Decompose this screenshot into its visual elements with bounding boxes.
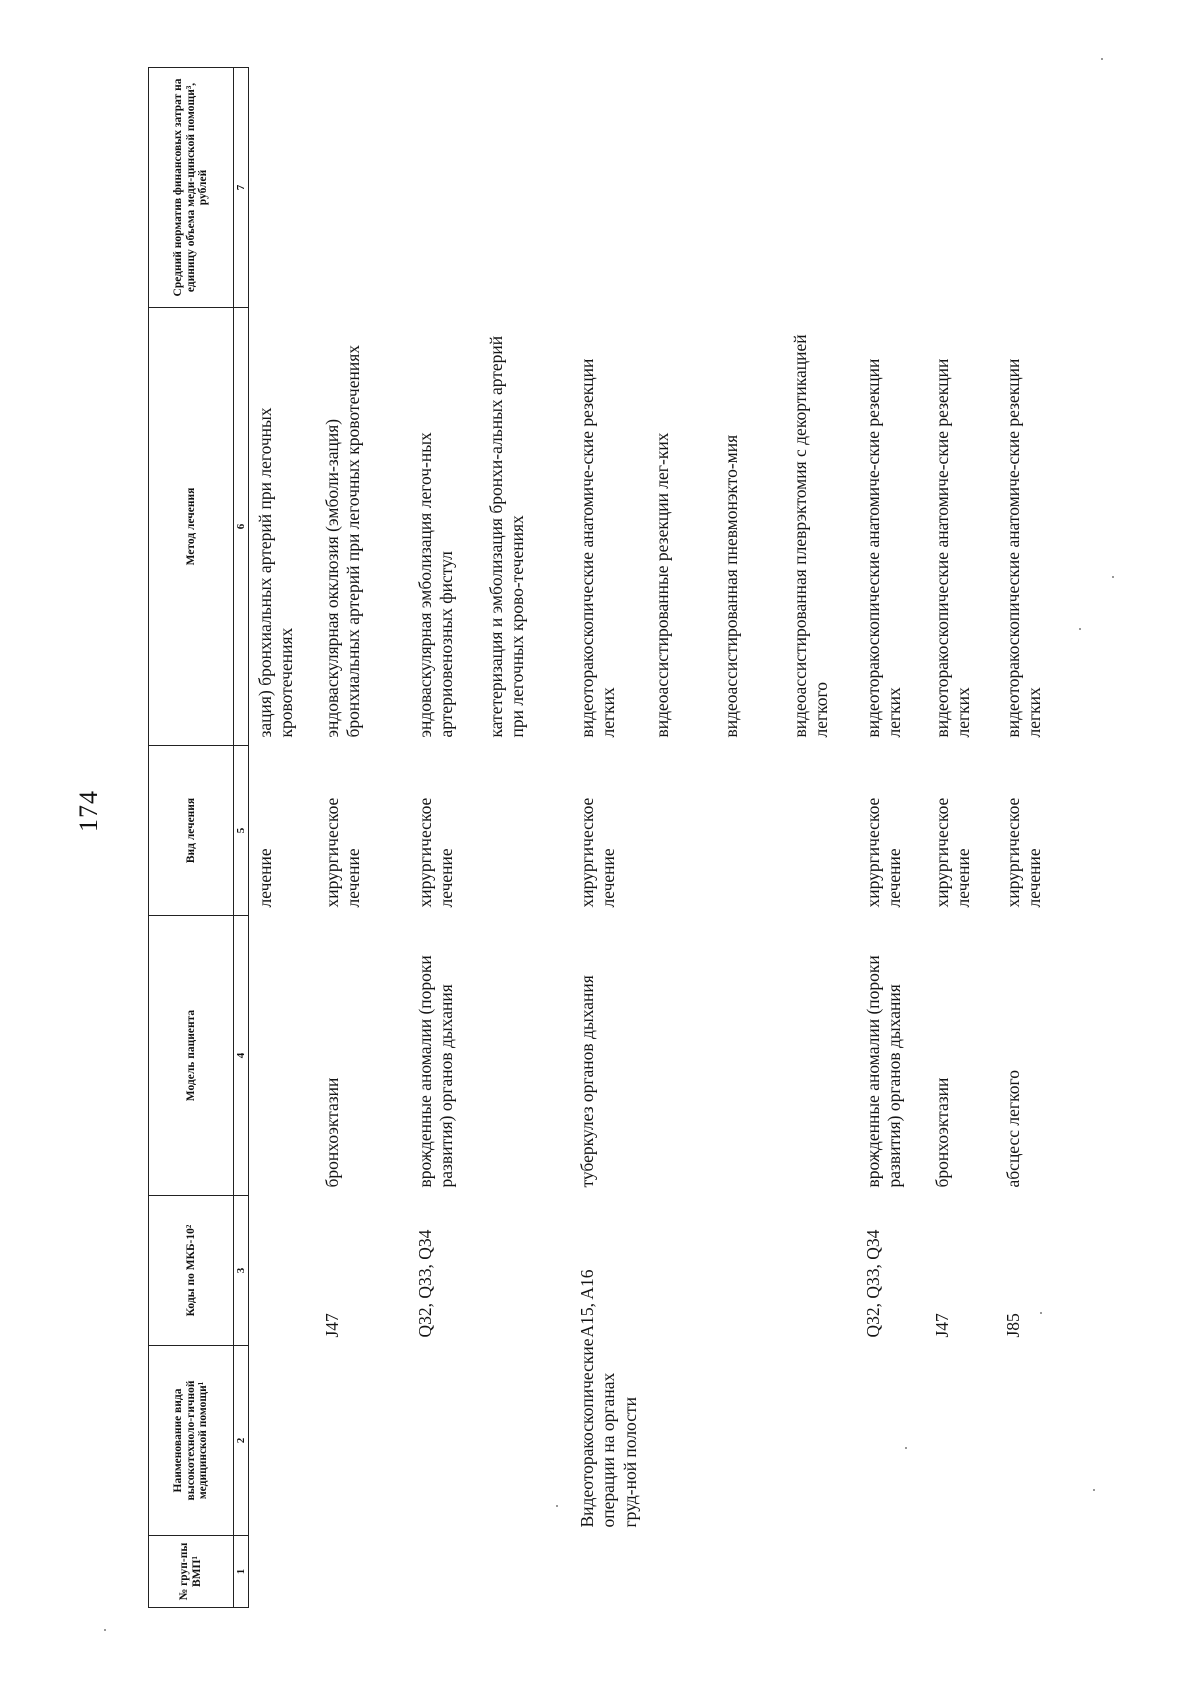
cell-name	[997, 1346, 1066, 1536]
table-row	[249, 68, 317, 1608]
cell-codes	[646, 1196, 715, 1346]
header-treatment-method: Метод лечения	[149, 308, 234, 746]
header-cost-standard: Средний норматив финансовых затрат на единицу объема меди-цинской помощи³, рублей	[149, 68, 234, 308]
table-row	[646, 68, 715, 1608]
cell-group	[316, 1536, 409, 1608]
cell-group	[409, 1536, 480, 1608]
cell-model	[646, 916, 715, 1196]
cell-method: эндоваскулярная окклюзия (эмболи-зация) бронхиальных артерий при легочных кровотечениях	[322, 344, 364, 738]
cell-cost	[926, 68, 997, 308]
cell-method: видеоассистированные резекции лег-ких	[652, 432, 673, 738]
cell-name	[646, 1346, 715, 1536]
cell-type: хирургическое лечение	[863, 797, 905, 908]
cell-method: видеоторакоскопические анатомиче-ские резекции легких	[932, 358, 974, 738]
header-treatment-type: Вид лечения	[149, 746, 234, 916]
page-number: 174	[74, 790, 103, 832]
column-number: 4	[234, 916, 249, 1196]
cell-type	[784, 746, 857, 916]
cell-cost	[316, 68, 409, 308]
table-row	[784, 68, 857, 1608]
header-vmp-name: Наименование вида высокотехноло-гичной медицинской помощи¹	[149, 1346, 234, 1536]
cell-codes	[480, 1196, 571, 1346]
cell-codes	[249, 1196, 317, 1346]
cell-name	[715, 1346, 784, 1536]
cell-codes: Q32, Q33, Q34	[415, 1229, 435, 1338]
cell-method: видеоторакоскопические анатомиче-ские резекции легких	[1003, 358, 1045, 738]
cell-group	[715, 1536, 784, 1608]
cell-method: зация) бронхиальных артерий при легочных кровотечениях	[255, 407, 297, 738]
cell-group	[646, 1536, 715, 1608]
cell-group	[249, 1536, 317, 1608]
cell-codes: Q32, Q33, Q34	[863, 1229, 884, 1338]
cell-model	[715, 916, 784, 1196]
cell-codes: J47	[322, 1313, 342, 1338]
cell-group	[480, 1536, 571, 1608]
cell-codes	[784, 1196, 857, 1346]
table-row	[857, 68, 926, 1608]
cell-cost	[249, 68, 317, 308]
cell-name	[409, 1346, 480, 1536]
cell-group	[571, 1536, 646, 1608]
cell-name	[480, 1346, 571, 1536]
cell-model: бронхоэктазии	[932, 1077, 953, 1188]
cell-cost	[646, 68, 715, 308]
cell-group	[997, 1536, 1066, 1608]
table-row	[715, 68, 784, 1608]
cell-codes: J47	[932, 1313, 953, 1338]
cell-cost	[784, 68, 857, 308]
column-number: 5	[234, 746, 249, 916]
scan-speck	[1101, 58, 1103, 60]
table-row	[409, 68, 480, 1608]
cell-group	[857, 1536, 926, 1608]
cell-model: абсцесс легкого	[1003, 1070, 1024, 1188]
scan-speck	[556, 1505, 558, 1507]
header-icd-codes: Коды по МКБ-10²	[149, 1196, 234, 1346]
scan-speck	[1112, 576, 1114, 578]
cell-name	[249, 1346, 317, 1536]
cell-method: видеоторакоскопические анатомиче-ские резекции легких	[577, 358, 619, 738]
cell-model: бронхоэктазии	[322, 1077, 342, 1188]
column-number: 7	[234, 68, 249, 308]
cell-method: видеоассистированная пневмонэкто-мия	[721, 434, 742, 738]
cell-model: врожденные аномалии (пороки развития) органов дыхания	[415, 955, 457, 1188]
cell-name: Видеоторакоскопические операции на органах груд-ной полости	[577, 1338, 640, 1528]
cell-codes	[715, 1196, 784, 1346]
cell-codes: A15, A16	[577, 1269, 597, 1338]
scan-speck	[905, 1447, 907, 1449]
cell-type: хирургическое лечение	[322, 797, 364, 908]
cell-model: врожденные аномалии (пороки развития) органов дыхания	[863, 955, 905, 1188]
cell-cost	[997, 68, 1066, 308]
table-header-row	[149, 68, 234, 1608]
cell-type	[715, 746, 784, 916]
cell-name	[926, 1346, 997, 1536]
cell-cost	[857, 68, 926, 308]
column-number: 1	[234, 1536, 249, 1608]
column-number: 6	[234, 308, 249, 746]
cell-cost	[409, 68, 480, 308]
cell-type	[646, 746, 715, 916]
cell-model: туберкулез органов дыхания	[577, 975, 597, 1188]
cell-model	[480, 916, 571, 1196]
cell-type: лечение	[255, 848, 275, 908]
scan-speck	[104, 1629, 106, 1631]
header-patient-model: Модель пациента	[149, 916, 234, 1196]
table-row	[480, 68, 571, 1608]
cell-codes: J85	[1003, 1313, 1024, 1338]
cell-type: хирургическое лечение	[1003, 797, 1045, 908]
scan-speck	[1040, 1312, 1042, 1314]
scan-speck	[1079, 628, 1081, 630]
cell-name	[857, 1346, 926, 1536]
cell-name	[316, 1346, 409, 1536]
cell-method: видеоторакоскопические анатомиче-ские резекции легких	[863, 358, 905, 738]
scan-speck	[1093, 1489, 1095, 1491]
cell-type: хирургическое лечение	[932, 797, 974, 908]
cell-type: хирургическое лечение	[415, 797, 457, 908]
cell-group	[926, 1536, 997, 1608]
cell-group	[784, 1536, 857, 1608]
cell-cost	[715, 68, 784, 308]
cell-name	[784, 1346, 857, 1536]
table-row	[316, 68, 409, 1608]
table-row	[926, 68, 997, 1608]
cell-cost	[480, 68, 571, 308]
column-number: 2	[234, 1346, 249, 1536]
vmp-table	[148, 67, 1066, 1608]
cell-method: видеоассистированная плеврэктомия с декортикацией легкого	[790, 334, 832, 738]
header-group-number: № груп-пы ВМП¹	[149, 1536, 234, 1608]
cell-model	[249, 916, 317, 1196]
rotated-table-container	[148, 68, 1172, 1608]
cell-method: катетеризация и эмболизация бронхи-альных артерий при легочных крово-течениях	[486, 335, 528, 738]
cell-type	[480, 746, 571, 916]
cell-model	[784, 916, 857, 1196]
column-number-row	[234, 68, 249, 1608]
table-row	[571, 68, 646, 1608]
table-row	[997, 68, 1066, 1608]
cell-cost	[571, 68, 646, 308]
cell-method: эндоваскулярная эмболизация легоч-ных артериовенозных фистул	[415, 432, 457, 738]
column-number: 3	[234, 1196, 249, 1346]
cell-type: хирургическое лечение	[577, 797, 619, 908]
